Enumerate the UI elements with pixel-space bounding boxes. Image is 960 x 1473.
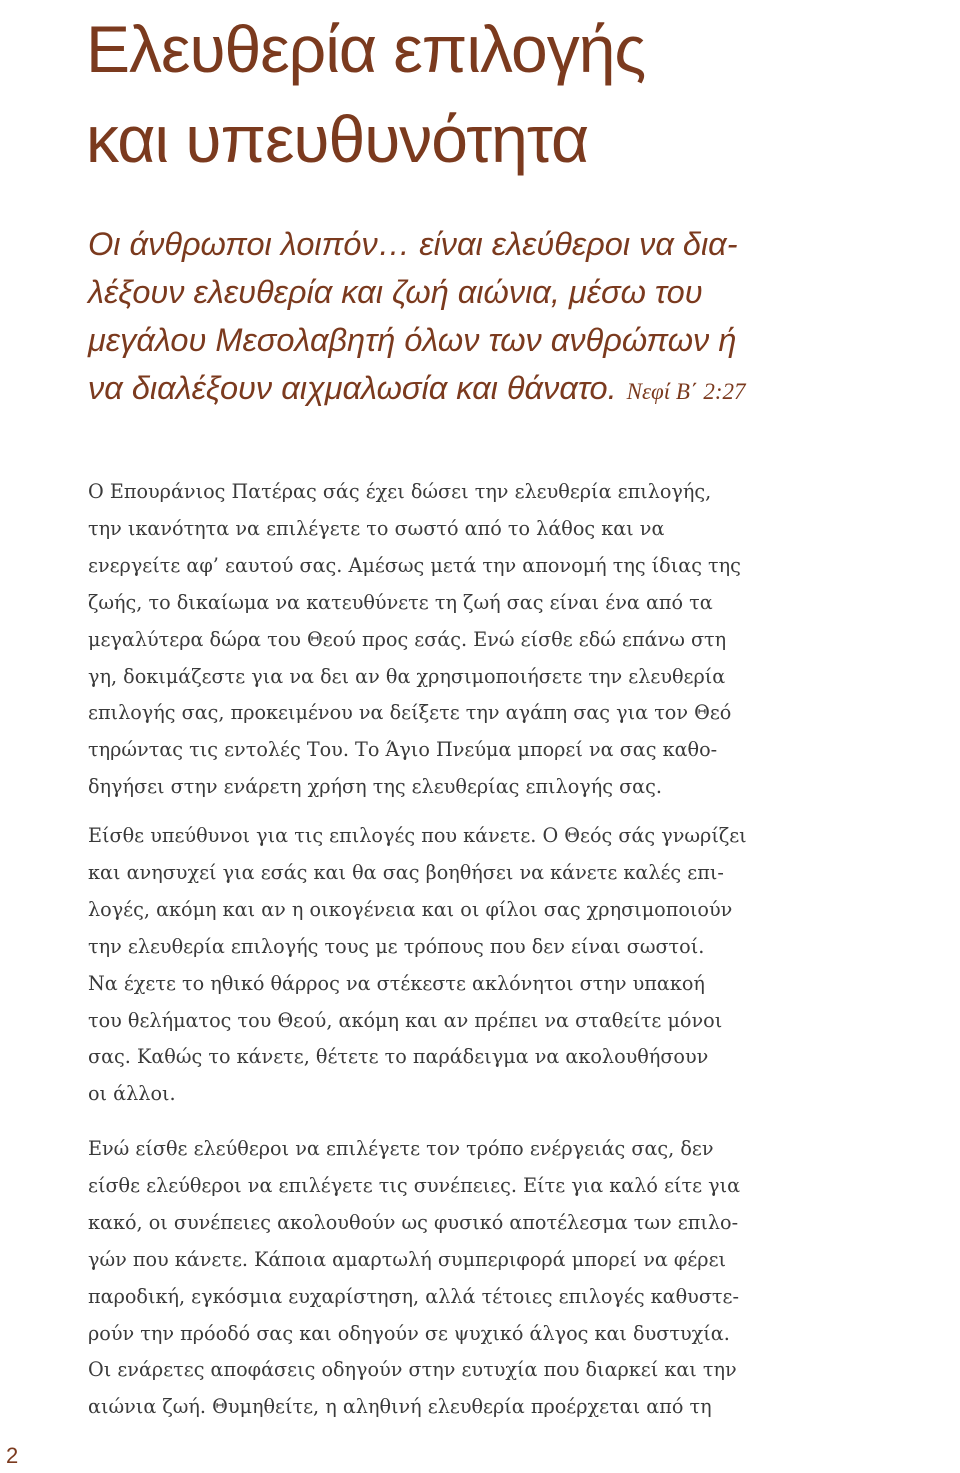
epigraph-line: μεγάλου Μεσολαβητή όλων των ανθρώπων ή	[88, 322, 737, 358]
text-line: αιώνια ζωή. Θυμηθείτε, η αληθινή ελευθερία προέρχεται από τη	[88, 1395, 712, 1419]
paragraph-agency	[88, 474, 948, 806]
title-line: Ελευθερία επιλογής	[86, 12, 646, 86]
text-line: την ικανότητα να επιλέγετε το σωστό από το λάθος και να	[88, 516, 665, 540]
text-line: Είσθε υπεύθυνοι για τις επιλογές που κάνετε. Ο Θεός σάς γνωρίζει	[88, 824, 747, 847]
text-line: και ανησυχεί για εσάς και θα σας βοηθήσει να κάνετε καλές επι-	[88, 860, 724, 884]
text-line: μεγαλύτερα δώρα του Θεού προς εσάς. Ενώ είσθε εδώ επάνω στη	[88, 627, 727, 651]
text-line: την ελευθερία επιλογής τους με τρόπους που δεν είναι σωστοί.	[88, 934, 705, 958]
scripture-reference: Νεφί Β΄ 2:27	[626, 379, 746, 404]
text-line: του θελήματος του Θεού, ακόμη και αν πρέπει να σταθείτε μόνοι	[88, 1008, 723, 1032]
epigraph-line: λέξουν ελευθερία και ζωή αιώνια, μέσω του	[88, 274, 703, 310]
text-line: Οι ενάρετες αποφάσεις οδηγούν στην ευτυχία που διαρκεί και την	[88, 1358, 737, 1382]
text-line: ενεργείτε αφ’ εαυτού σας. Αμέσως μετά την απονομή της ίδιας της	[88, 553, 741, 577]
page-title	[86, 4, 946, 184]
text-line: Ο Επουράνιος Πατέρας σάς έχει δώσει την ελευθερία επιλογής,	[88, 480, 712, 503]
epigraph-last-line	[88, 364, 938, 416]
text-line: γη, δοκιμάζεστε για να δει αν θα χρησιμοποιήσετε την ελευθερία	[88, 664, 726, 688]
text-line: Ενώ είσθε ελεύθεροι να επιλέγετε τον τρόπο ενέργειάς σας, δεν	[88, 1137, 714, 1160]
text-line: είσθε ελεύθεροι να επιλέγετε τις συνέπειες. Είτε για καλό είτε για	[88, 1173, 741, 1197]
text-line: σας. Καθώς το κάνετε, θέτετε το παράδειγμα να ακολουθήσουν	[88, 1045, 709, 1069]
text-line: παροδική, εγκόσμια ευχαρίστηση, αλλά τέτοιες επιλογές καθυστε-	[88, 1284, 739, 1308]
text-line: δηγήσει στην ενάρετη χρήση της ελευθερίας επιλογής σας.	[88, 775, 662, 799]
text-line: τηρώντας τις εντολές Του. Το Άγιο Πνεύμα μπορεί να σας καθο-	[88, 738, 718, 762]
page-number: 2	[6, 1443, 19, 1468]
paragraph-responsibility	[88, 818, 948, 1113]
epigraph-quote	[88, 220, 938, 416]
text-line: ζωής, το δικαίωμα να κατευθύνετε τη ζωή σας είναι ένα από τα	[88, 590, 713, 614]
title-line: και υπευθυνότητα	[86, 102, 589, 176]
paragraph-consequences	[88, 1131, 948, 1426]
text-line: οι άλλοι.	[88, 1082, 176, 1106]
text-line: Να έχετε το ηθικό θάρρος να στέκεστε ακλόνητοι στην υπακοή	[88, 971, 705, 995]
text-line: γών που κάνετε. Κάποια αμαρτωλή συμπεριφορά μπορεί να φέρει	[88, 1247, 727, 1271]
text-line: λογές, ακόμη και αν η οικογένεια και οι φίλοι σας χρησιμοποιούν	[88, 897, 733, 921]
text-line: ρούν την πρόοδό σας και οδηγούν σε ψυχικό άλγος και δυστυχία.	[88, 1321, 730, 1345]
text-line: επιλογής σας, προκειμένου να δείξετε την αγάπη σας για τον Θεό	[88, 701, 732, 725]
epigraph-line: Οι άνθρωποι λοιπόν… είναι ελεύθεροι να δια-	[88, 226, 738, 262]
text-line: κακό, οι συνέπειες ακολουθούν ως φυσικό αποτέλεσμα των επιλο-	[88, 1210, 739, 1234]
epigraph-line: να διαλέξουν αιχμαλωσία και θάνατο.	[88, 370, 617, 406]
